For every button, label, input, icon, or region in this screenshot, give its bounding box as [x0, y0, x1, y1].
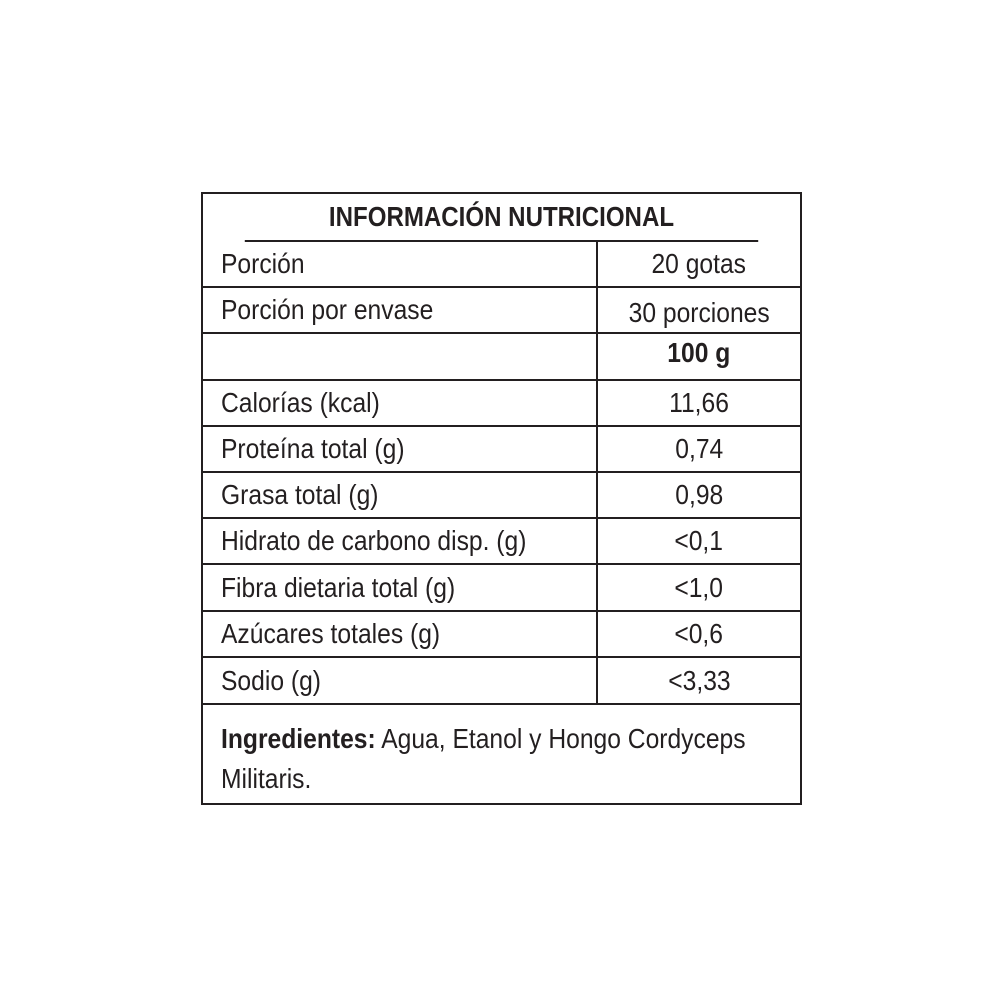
column-header-value: 100 g — [667, 336, 731, 368]
ingredients-heading: Ingredientes: — [221, 723, 376, 754]
nutrient-row-calories — [203, 381, 800, 427]
nutrient-row-fat — [203, 473, 800, 519]
ingredients-text-block — [221, 719, 784, 799]
nutrient-value: 0,98 — [675, 479, 723, 510]
nutrition-facts-table — [201, 192, 802, 805]
servings-per-container-row — [203, 288, 800, 334]
ingredients-section — [203, 705, 800, 803]
nutrient-value-cell — [598, 658, 800, 703]
nutrient-label-cell — [203, 565, 598, 610]
nutrient-label-cell — [203, 473, 598, 517]
column-header-label-cell — [203, 334, 598, 379]
serving-row — [203, 242, 800, 288]
nutrient-label-cell — [203, 658, 598, 703]
nutrient-value-cell — [598, 473, 800, 517]
nutrient-label-cell — [203, 381, 598, 425]
serving-value: 20 gotas — [651, 248, 747, 279]
nutrient-row-sugars — [203, 612, 800, 658]
nutrient-value-cell — [598, 381, 800, 425]
serving-label: Porción — [221, 248, 305, 279]
nutrient-value: 11,66 — [669, 387, 729, 418]
nutrient-label: Azúcares totales (g) — [221, 618, 441, 649]
nutrient-label: Hidrato de carbono disp. (g) — [221, 525, 527, 556]
column-header-value-cell — [598, 334, 800, 379]
nutrient-value: 0,74 — [675, 433, 723, 464]
servings-per-container-value-cell — [598, 288, 800, 332]
nutrient-value-cell — [598, 519, 800, 563]
column-header-row — [203, 334, 800, 381]
nutrient-label-cell — [203, 612, 598, 656]
nutrient-value: <1,0 — [674, 571, 724, 603]
serving-label-cell — [203, 242, 598, 286]
nutrient-label: Fibra dietaria total (g) — [221, 571, 456, 603]
nutrient-row-protein — [203, 427, 800, 473]
servings-per-container-label-cell — [203, 288, 598, 332]
nutrient-value: <3,33 — [667, 664, 731, 696]
servings-per-container-value: 30 porciones — [628, 297, 770, 328]
nutrient-label-cell — [203, 519, 598, 563]
nutrient-value: <0,6 — [674, 618, 724, 649]
nutrient-label: Proteína total (g) — [221, 433, 405, 464]
nutrient-row-sodium — [203, 658, 800, 705]
nutrient-row-fiber — [203, 565, 800, 612]
table-title: INFORMACIÓN NUTRICIONAL — [245, 194, 758, 242]
nutrient-value-cell — [598, 427, 800, 471]
nutrient-row-carbohydrate — [203, 519, 800, 565]
nutrient-value-cell — [598, 565, 800, 610]
nutrient-value-cell — [598, 612, 800, 656]
nutrient-label: Sodio (g) — [221, 664, 321, 696]
nutrient-value: <0,1 — [674, 525, 724, 556]
servings-per-container-label: Porción por envase — [221, 294, 434, 325]
serving-value-cell — [598, 242, 800, 286]
nutrient-label: Calorías (kcal) — [221, 387, 380, 418]
ingredients-list: Agua, Etanol y Hongo Cordyceps Militaris. — [221, 723, 746, 794]
nutrient-label: Grasa total (g) — [221, 479, 379, 510]
nutrient-label-cell — [203, 427, 598, 471]
